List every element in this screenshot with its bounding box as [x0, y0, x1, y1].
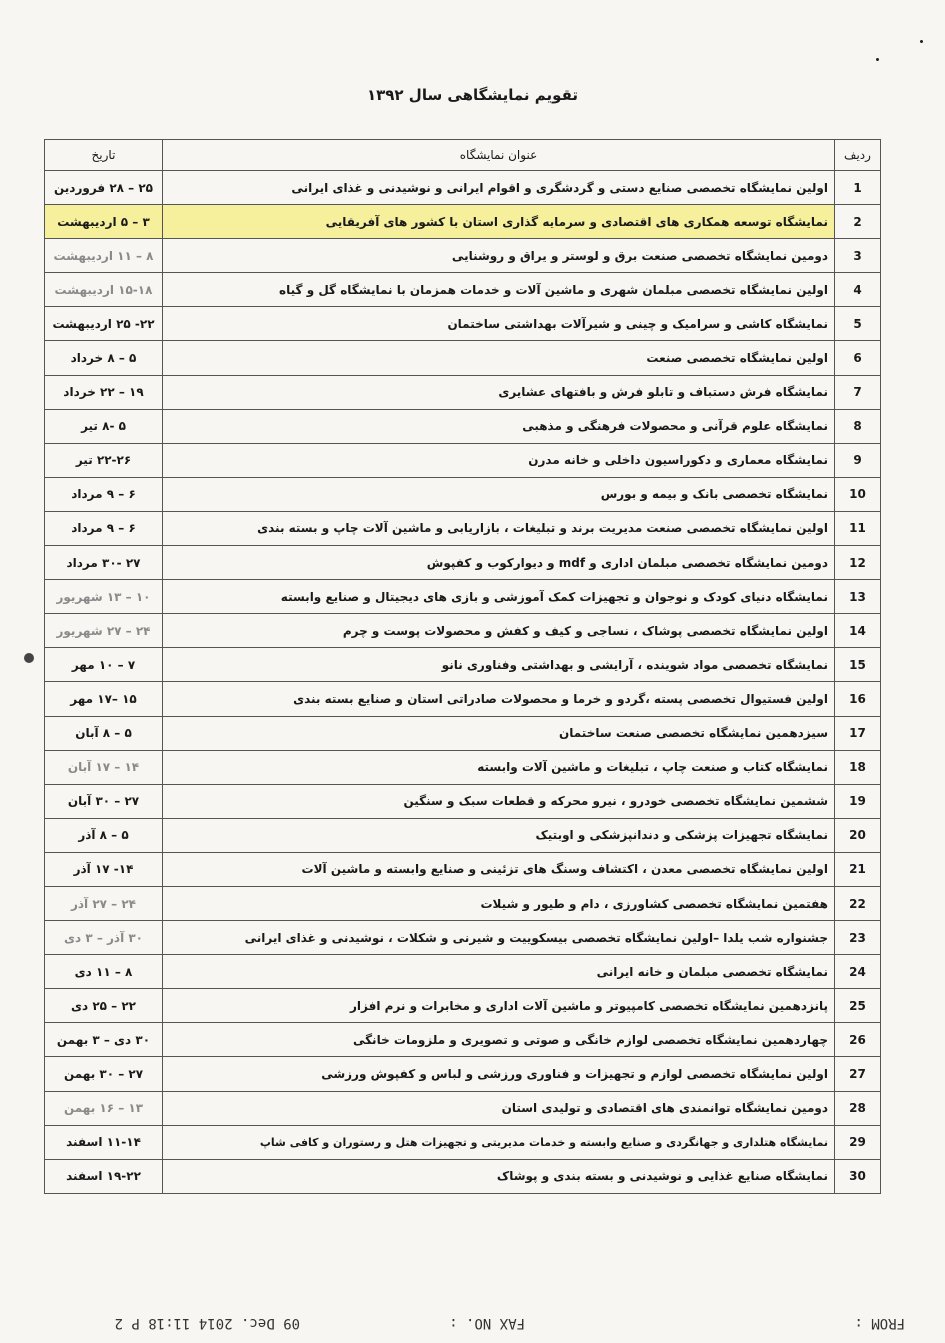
- row-number: 17: [835, 716, 881, 750]
- table-row: [45, 614, 881, 648]
- row-number: 1: [835, 171, 881, 205]
- row-number: 6: [835, 341, 881, 375]
- exhibition-title: نمایشگاه دنیای کودک و نوجوان و تجهیزات کمک آموزشی و بازی های دیجیتال و صنایع وابسته: [163, 580, 835, 614]
- exhibition-date: ۲۴ – ۲۷ شهریور: [45, 614, 163, 648]
- exhibition-title: اولین نمایشگاه تخصصی صنعت مدیریت برند و تبلیغات ، بازاریابی و ماشین آلات چاپ و بسته بندی: [163, 511, 835, 545]
- exhibition-title: نمایشگاه تخصصی مبلمان و خانه ایرانی: [163, 955, 835, 989]
- header-row-number: ردیف: [835, 140, 881, 171]
- table-row: [45, 239, 881, 273]
- exhibition-date: ۵ – ۸ خرداد: [45, 341, 163, 375]
- row-number: 7: [835, 375, 881, 409]
- table-row: [45, 648, 881, 682]
- exhibition-title: نمایشگاه هتلداری و جهانگردی و صنایع وابسته و خدمات مدیریتی و تجهیزات هتل و رستوران و کافی شاپ: [163, 1125, 835, 1159]
- exhibition-title: نمایشگاه تجهیزات پزشکی و دندانپزشکی و اوبتیک: [163, 818, 835, 852]
- exhibition-date: ۷ – ۱۰ مهر: [45, 648, 163, 682]
- table-row: [45, 955, 881, 989]
- table-row: [45, 580, 881, 614]
- fax-datetime: 09 Dec. 2014 11:18 P 2: [114, 1315, 300, 1331]
- exhibition-date: ۲۲-۲۶ تیر: [45, 443, 163, 477]
- exhibition-date: ۵ -۸ تیر: [45, 409, 163, 443]
- table-row: [45, 921, 881, 955]
- punch-hole-mark: [24, 653, 34, 663]
- row-number: 18: [835, 750, 881, 784]
- exhibition-title: نمایشگاه علوم قرآنی و محصولات فرهنگی و مذهبی: [163, 409, 835, 443]
- row-number: 22: [835, 886, 881, 920]
- table-row: [45, 818, 881, 852]
- table-row: [45, 1023, 881, 1057]
- exhibition-date: ۸ – ۱۱ دی: [45, 955, 163, 989]
- exhibition-date: ۱۳ – ۱۶ بهمن: [45, 1091, 163, 1125]
- exhibition-date: ۱۴- ۱۷ آذر: [45, 852, 163, 886]
- row-number: 13: [835, 580, 881, 614]
- table-header-row: [45, 140, 881, 171]
- exhibition-date: ۲۷ – ۳۰ بهمن: [45, 1057, 163, 1091]
- exhibition-date: ۱۴ – ۱۷ آبان: [45, 750, 163, 784]
- exhibition-title: نمایشگاه کاشی و سرامیک و چینی و شیرآلات بهداشتی ساختمان: [163, 307, 835, 341]
- row-number: 28: [835, 1091, 881, 1125]
- exhibition-date: ۱۹-۲۲ اسفند: [45, 1159, 163, 1193]
- exhibition-title: اولین نمایشگاه تخصصی پوشاک ، نساجی و کیف و کفش و محصولات پوست و چرم: [163, 614, 835, 648]
- exhibition-title: نمایشگاه کتاب و صنعت چاپ ، تبلیغات و ماشین آلات وابسته: [163, 750, 835, 784]
- exhibition-date: ۱۵ –۱۷ مهر: [45, 682, 163, 716]
- table-row: [45, 682, 881, 716]
- exhibition-date: ۱۵-۱۸ اردیبهشت: [45, 273, 163, 307]
- exhibition-calendar-table: [44, 139, 881, 1194]
- exhibition-title: نمایشگاه صنایع غذایی و نوشیدنی و بسته بندی و پوشاک: [163, 1159, 835, 1193]
- exhibition-date: ۲۴ – ۲۷ آذر: [45, 886, 163, 920]
- exhibition-date: ۱۱-۱۴ اسفند: [45, 1125, 163, 1159]
- table-row: [45, 750, 881, 784]
- table-row: [45, 477, 881, 511]
- table-row: [45, 1091, 881, 1125]
- row-number: 5: [835, 307, 881, 341]
- table-row: [45, 1159, 881, 1193]
- row-number: 25: [835, 989, 881, 1023]
- row-number: 15: [835, 648, 881, 682]
- exhibition-title: دومین نمایشگاه تخصصی مبلمان اداری و mdf و دیوارکوب و کفپوش: [163, 546, 835, 580]
- table-row: [45, 375, 881, 409]
- exhibition-date: ۲۲- ۲۵ اردیبهشت: [45, 307, 163, 341]
- table-row: [45, 341, 881, 375]
- row-number: 9: [835, 443, 881, 477]
- exhibition-title: نمایشگاه توسعه همکاری های اقتصادی و سرمایه گذاری استان با کشور های آفریقایی: [163, 205, 835, 239]
- table-row: [45, 205, 881, 239]
- header-exhibition-title: عنوان نمایشگاه: [163, 140, 835, 171]
- row-number: 19: [835, 784, 881, 818]
- row-number: 2: [835, 205, 881, 239]
- exhibition-title: نمایشگاه تخصصی مواد شوینده ، آرایشی و بهداشتی وفناوری نانو: [163, 648, 835, 682]
- exhibition-date: ۳ – ۵ اردیبهشت: [45, 205, 163, 239]
- row-number: 10: [835, 477, 881, 511]
- exhibition-date: ۲۷ -۳۰ مرداد: [45, 546, 163, 580]
- fax-from-label: FROM :: [854, 1315, 905, 1331]
- exhibition-title: نمایشگاه تخصصی بانک و بیمه و بورس: [163, 477, 835, 511]
- table-row: [45, 1057, 881, 1091]
- exhibition-date: ۱۹ – ۲۲ خرداد: [45, 375, 163, 409]
- exhibition-date: ۵ – ۸ آبان: [45, 716, 163, 750]
- table-row: [45, 443, 881, 477]
- exhibition-date: ۶ – ۹ مرداد: [45, 511, 163, 545]
- exhibition-title: دومین نمایشگاه توانمندی های اقتصادی و تولیدی استان: [163, 1091, 835, 1125]
- table-row: [45, 409, 881, 443]
- exhibition-title: سیزدهمین نمایشگاه تخصصی صنعت ساختمان: [163, 716, 835, 750]
- table-row: [45, 1125, 881, 1159]
- row-number: 8: [835, 409, 881, 443]
- table-row: [45, 171, 881, 205]
- exhibition-title: چهاردهمین نمایشگاه تخصصی لوازم خانگی و صوتی و تصویری و ملزومات خانگی: [163, 1023, 835, 1057]
- table-row: [45, 784, 881, 818]
- exhibition-title: اولین نمایشگاه تخصصی معدن ، اکتشاف وسنگ های تزئینی و صنایع وابسته و ماشین آلات: [163, 852, 835, 886]
- table-row: [45, 307, 881, 341]
- row-number: 12: [835, 546, 881, 580]
- row-number: 30: [835, 1159, 881, 1193]
- speck-mark: [876, 58, 879, 61]
- exhibition-title: نمایشگاه معماری و دکوراسیون داخلی و خانه مدرن: [163, 443, 835, 477]
- speck-mark: [920, 40, 923, 43]
- row-number: 14: [835, 614, 881, 648]
- row-number: 11: [835, 511, 881, 545]
- row-number: 24: [835, 955, 881, 989]
- row-number: 21: [835, 852, 881, 886]
- table-row: [45, 989, 881, 1023]
- exhibition-title: پانزدهمین نمایشگاه تخصصی کامپیوتر و ماشین آلات اداری و مخابرات و نرم افزار: [163, 989, 835, 1023]
- row-number: 3: [835, 239, 881, 273]
- exhibition-title: اولین نمایشگاه تخصصی لوازم و تجهیزات و فناوری ورزشی و لباس و کفپوش ورزشی: [163, 1057, 835, 1091]
- exhibition-date: ۲۲ – ۲۵ دی: [45, 989, 163, 1023]
- row-number: 23: [835, 921, 881, 955]
- fax-number-label: FAX NO. :: [449, 1315, 525, 1331]
- row-number: 29: [835, 1125, 881, 1159]
- exhibition-title: جشنواره شب یلدا –اولین نمایشگاه تخصصی بیسکوییت و شیرنی و شکلات ، نوشیدنی و غذای ایرانی: [163, 921, 835, 955]
- exhibition-date: ۲۵ – ۲۸ فروردین: [45, 171, 163, 205]
- table-row: [45, 511, 881, 545]
- page-title: تقویم نمایشگاهی سال ۱۳۹۲: [366, 86, 579, 104]
- exhibition-date: ۱۰ – ۱۳ شهریور: [45, 580, 163, 614]
- exhibition-title: اولین نمایشگاه تخصصی مبلمان شهری و ماشین آلات و خدمات همزمان با نمایشگاه گل و گیاه: [163, 273, 835, 307]
- row-number: 26: [835, 1023, 881, 1057]
- exhibition-date: ۳۰ آذر – ۳ دی: [45, 921, 163, 955]
- exhibition-date: ۶ – ۹ مرداد: [45, 477, 163, 511]
- exhibition-title: ششمین نمایشگاه تخصصی خودرو ، نیرو محرکه و قطعات سبک و سنگین: [163, 784, 835, 818]
- exhibition-date: ۲۷ – ۳۰ آبان: [45, 784, 163, 818]
- exhibition-title: دومین نمایشگاه تخصصی صنعت برق و لوستر و یراق و روشنایی: [163, 239, 835, 273]
- table-row: [45, 273, 881, 307]
- fax-header-line: [0, 1309, 945, 1333]
- table-row: [45, 852, 881, 886]
- table-row: [45, 546, 881, 580]
- exhibition-title: هفتمین نمایشگاه تخصصی کشاورزی ، دام و طیور و شیلات: [163, 886, 835, 920]
- exhibition-title: نمایشگاه فرش دستباف و تابلو فرش و بافتهای عشایری: [163, 375, 835, 409]
- row-number: 4: [835, 273, 881, 307]
- row-number: 16: [835, 682, 881, 716]
- exhibition-title: اولین نمایشگاه تخصصی صنایع دستی و گردشگری و اقوام ایرانی و نوشیدنی و غذای ایرانی: [163, 171, 835, 205]
- exhibition-date: ۸ – ۱۱ اردیبهشت: [45, 239, 163, 273]
- table-row: [45, 886, 881, 920]
- exhibition-date: ۵ – ۸ آذر: [45, 818, 163, 852]
- exhibition-title: اولین فستیوال تخصصی پسته ،گردو و خرما و محصولات صادراتی استان و صنایع بسته بندی: [163, 682, 835, 716]
- exhibition-title: اولین نمایشگاه تخصصی صنعت: [163, 341, 835, 375]
- row-number: 27: [835, 1057, 881, 1091]
- table-row: [45, 716, 881, 750]
- exhibition-date: ۳۰ دی – ۳ بهمن: [45, 1023, 163, 1057]
- row-number: 20: [835, 818, 881, 852]
- header-date: تاریخ: [45, 140, 163, 171]
